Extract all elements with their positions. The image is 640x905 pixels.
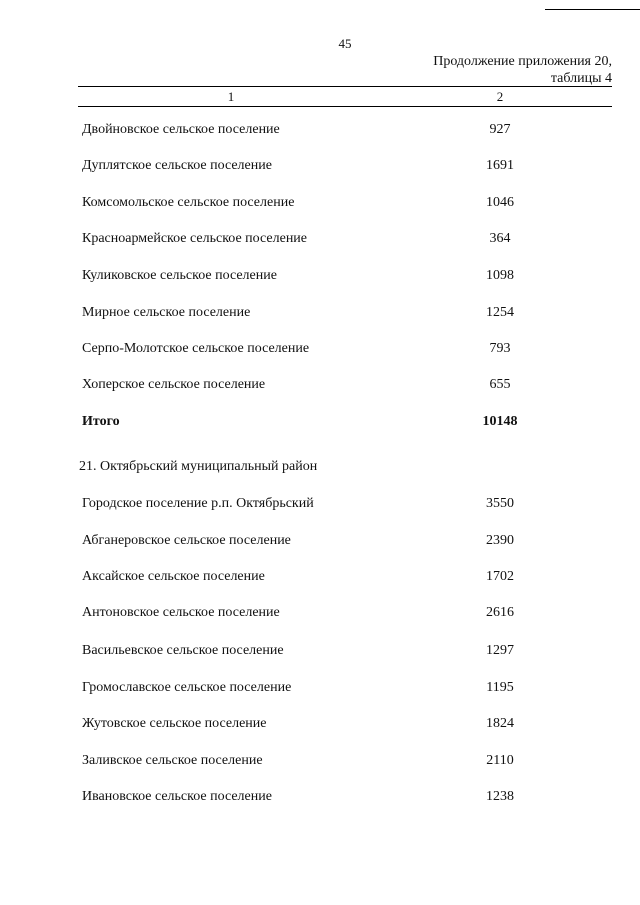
row-name: Жутовское сельское поселение bbox=[82, 716, 267, 731]
table-row bbox=[0, 716, 640, 736]
table-row bbox=[0, 231, 640, 251]
row-name: Антоновское сельское поселение bbox=[82, 605, 280, 620]
table-row bbox=[0, 533, 640, 553]
row-name: Заливское сельское поселение bbox=[82, 753, 263, 768]
row-value: 1238 bbox=[486, 789, 514, 804]
continuation-note bbox=[352, 53, 612, 87]
top-corner-rule bbox=[545, 9, 640, 10]
row-name: Абганеровское сельское поселение bbox=[82, 533, 291, 548]
row-name: Городское поселение р.п. Октябрьский bbox=[82, 496, 314, 511]
table-row bbox=[0, 753, 640, 773]
row-value: 2390 bbox=[486, 533, 514, 548]
row-name: Серпо-Молотское сельское поселение bbox=[82, 341, 310, 356]
table-row bbox=[0, 268, 640, 288]
row-value: 1691 bbox=[486, 158, 514, 173]
table-row bbox=[0, 195, 640, 215]
table-row bbox=[0, 496, 640, 516]
row-value: 927 bbox=[489, 122, 511, 137]
table-header-bottom-rule bbox=[78, 106, 612, 107]
row-value: 1254 bbox=[486, 305, 514, 320]
table-row bbox=[0, 377, 640, 397]
row-value: 793 bbox=[489, 341, 511, 356]
column-header-2: 2 bbox=[496, 89, 504, 104]
table-row bbox=[0, 643, 640, 663]
row-name: Двойновское сельское поселение bbox=[82, 122, 280, 137]
row-name: Дуплятское сельское поселение bbox=[82, 158, 272, 173]
row-value: 2110 bbox=[486, 753, 514, 768]
row-value: 655 bbox=[489, 377, 511, 392]
table-row bbox=[0, 305, 640, 325]
row-name: Мирное сельское поселение bbox=[82, 305, 251, 320]
row-name: Комсомольское сельское поселение bbox=[82, 195, 295, 210]
table-row bbox=[0, 789, 640, 809]
row-value: 3550 bbox=[486, 496, 514, 511]
table-header-top-rule bbox=[78, 86, 612, 87]
column-header-1: 1 bbox=[227, 89, 235, 104]
row-value: 1098 bbox=[486, 268, 514, 283]
row-name: Ивановское сельское поселение bbox=[82, 789, 272, 804]
row-value: 1702 bbox=[486, 569, 514, 584]
row-value: 1046 bbox=[486, 195, 514, 210]
row-name: Хоперское сельское поселение bbox=[82, 377, 266, 392]
table-row bbox=[0, 122, 640, 142]
total-row bbox=[0, 414, 640, 434]
total-value: 10148 bbox=[482, 414, 518, 429]
section-title: 21. Октябрьский муниципальный район bbox=[79, 459, 318, 474]
row-value: 2616 bbox=[486, 605, 514, 620]
continuation-line-2: таблицы 4 bbox=[550, 71, 612, 86]
table-row bbox=[0, 158, 640, 178]
table-row bbox=[0, 569, 640, 589]
row-value: 1297 bbox=[486, 643, 514, 658]
row-name: Аксайское сельское поселение bbox=[82, 569, 265, 584]
row-value: 364 bbox=[489, 231, 511, 246]
row-name: Красноармейское сельское поселение bbox=[82, 231, 308, 246]
total-label: Итого bbox=[82, 414, 120, 429]
row-value: 1195 bbox=[486, 680, 514, 695]
row-name: Куликовское сельское поселение bbox=[82, 268, 277, 283]
row-name: Громославское сельское поселение bbox=[82, 680, 292, 695]
page-number: 45 bbox=[338, 36, 352, 51]
row-name: Васильевское сельское поселение bbox=[82, 643, 284, 658]
table-row bbox=[0, 680, 640, 700]
table-row bbox=[0, 341, 640, 361]
table-row bbox=[0, 605, 640, 625]
row-value: 1824 bbox=[486, 716, 514, 731]
continuation-line-1: Продолжение приложения 20, bbox=[433, 54, 612, 69]
